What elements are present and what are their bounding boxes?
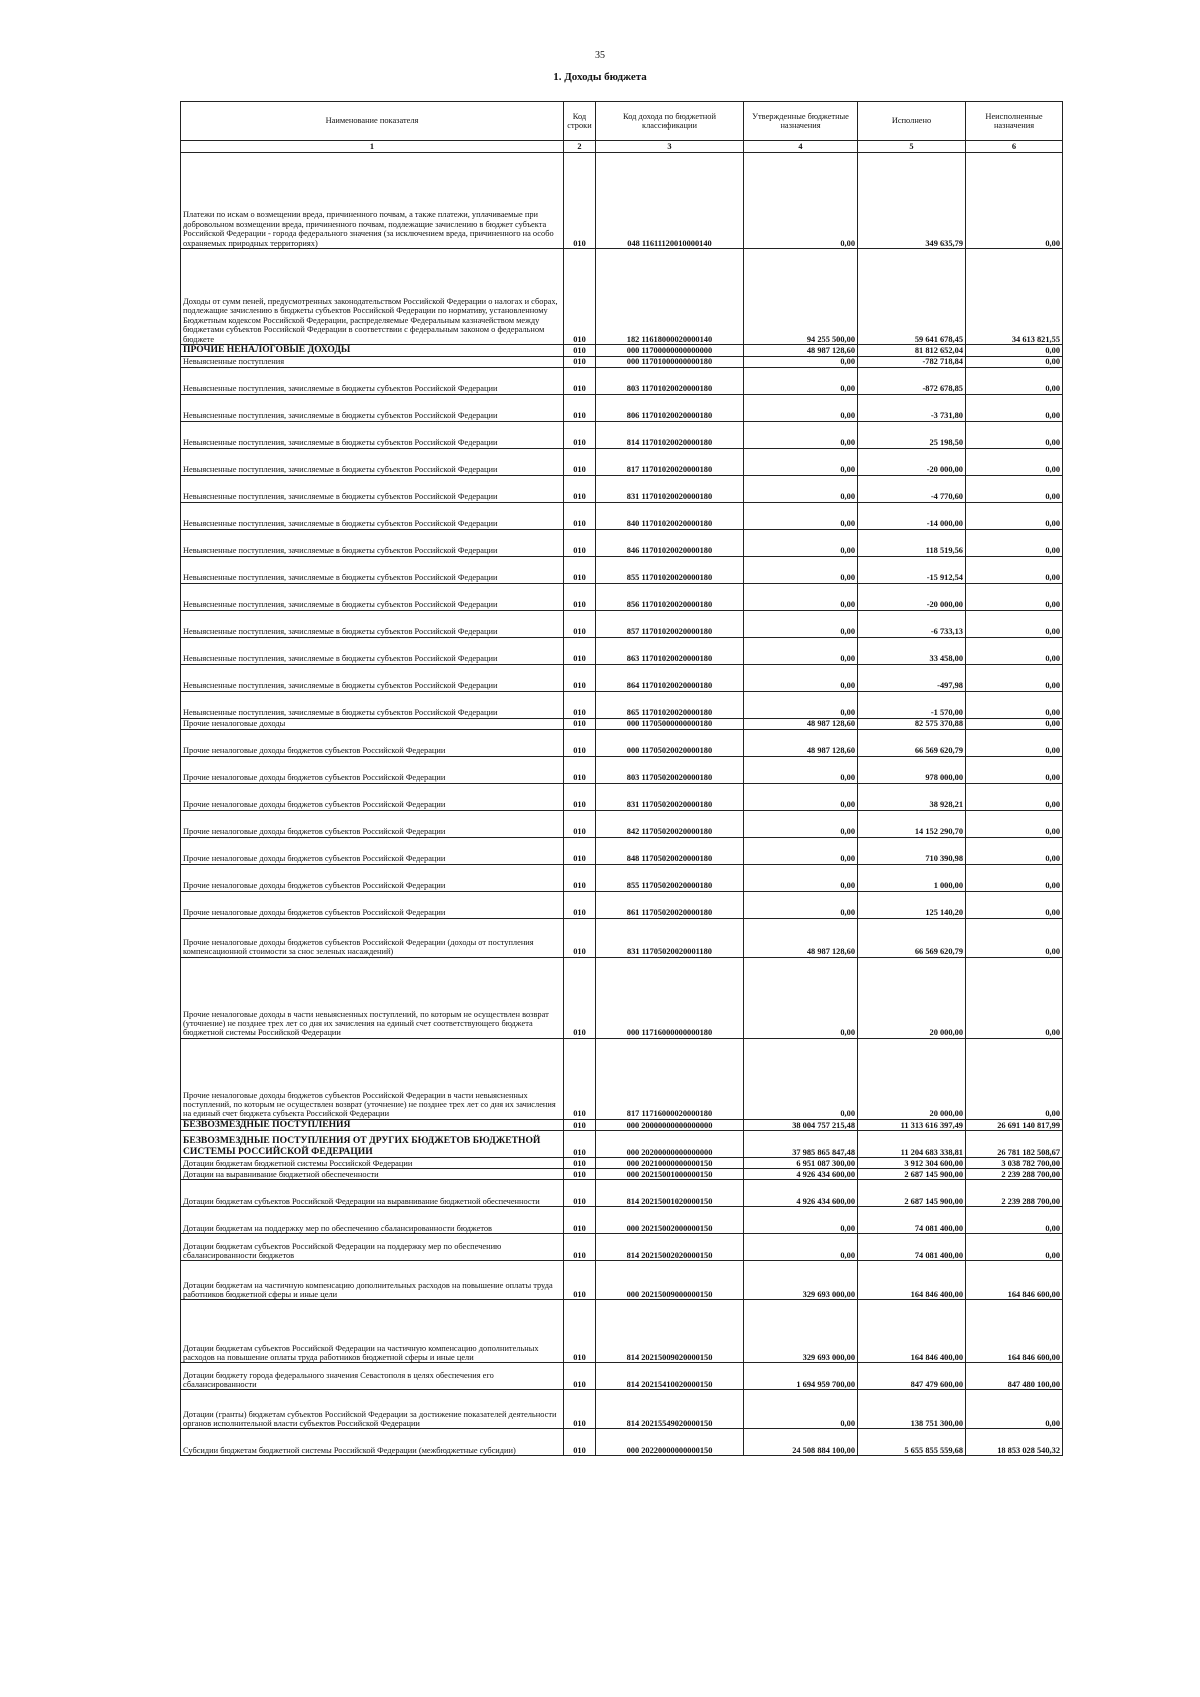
row-executed: 978 000,00: [858, 756, 966, 783]
row-executed: 66 569 620,79: [858, 918, 966, 957]
row-line-code: 010: [564, 918, 596, 957]
row-name: Дотации на выравнивание бюджетной обеспеченности: [181, 1169, 564, 1180]
header-row: [181, 102, 1063, 141]
header-executed: Исполнено: [858, 102, 966, 141]
row-executed: 25 198,50: [858, 421, 966, 448]
row-unexecuted: 0,00: [966, 810, 1063, 837]
table-row: [181, 718, 1063, 729]
row-executed: -14 000,00: [858, 502, 966, 529]
table-row: [181, 729, 1063, 756]
row-executed: -20 000,00: [858, 583, 966, 610]
row-approved: 0,00: [744, 502, 858, 529]
row-name: Прочие неналоговые доходы бюджетов субъектов Российской Федерации: [181, 810, 564, 837]
row-executed: 164 846 400,00: [858, 1261, 966, 1300]
row-name: Невыясненные поступления, зачисляемые в бюджеты субъектов Российской Федерации: [181, 367, 564, 394]
row-unexecuted: 0,00: [966, 756, 1063, 783]
row-line-code: 010: [564, 345, 596, 357]
row-approved: 0,00: [744, 891, 858, 918]
row-income-code: 831 11705020020000180: [596, 783, 744, 810]
row-income-code: 803 11701020020000180: [596, 367, 744, 394]
row-line-code: 010: [564, 1234, 596, 1261]
row-unexecuted: 164 846 600,00: [966, 1261, 1063, 1300]
row-income-code: 831 11705020020001180: [596, 918, 744, 957]
row-executed: 349 635,79: [858, 153, 966, 249]
table-row: [181, 583, 1063, 610]
row-line-code: 010: [564, 1180, 596, 1207]
row-income-code: 000 20210000000000150: [596, 1158, 744, 1169]
row-income-code: 000 11700000000000000: [596, 345, 744, 357]
row-income-code: 814 20215002020000150: [596, 1234, 744, 1261]
row-executed: 59 641 678,45: [858, 249, 966, 345]
row-name: Невыясненные поступления, зачисляемые в бюджеты субъектов Российской Федерации: [181, 664, 564, 691]
row-executed: 74 081 400,00: [858, 1207, 966, 1234]
row-approved: 0,00: [744, 556, 858, 583]
row-executed: 5 655 855 559,68: [858, 1429, 966, 1456]
table-row: [181, 864, 1063, 891]
row-income-code: 048 11611120010000140: [596, 153, 744, 249]
row-income-code: 000 11705000000000180: [596, 718, 744, 729]
row-unexecuted: 0,00: [966, 918, 1063, 957]
row-income-code: 000 20215001000000150: [596, 1169, 744, 1180]
row-approved: 0,00: [744, 1234, 858, 1261]
row-name: Прочие неналоговые доходы в части невыясненных поступлений, по которым не осуществлен возврат (уточнение) не позднее трех лет со дня их зачисления на единый счет соответствующего бюджета бюджетной системы Российской Федерации: [181, 957, 564, 1038]
row-approved: 48 987 128,60: [744, 729, 858, 756]
row-approved: 48 987 128,60: [744, 918, 858, 957]
row-line-code: 010: [564, 837, 596, 864]
table-row: [181, 691, 1063, 718]
row-unexecuted: 0,00: [966, 153, 1063, 249]
row-executed: 118 519,56: [858, 529, 966, 556]
row-name: БЕЗВОЗМЕЗДНЫЕ ПОСТУПЛЕНИЯ ОТ ДРУГИХ БЮДЖЕТОВ БЮДЖЕТНОЙ СИСТЕМЫ РОССИЙСКОЙ ФЕДЕРАЦИИ: [181, 1131, 564, 1158]
row-executed: -15 912,54: [858, 556, 966, 583]
row-executed: -782 718,84: [858, 356, 966, 367]
row-approved: 0,00: [744, 475, 858, 502]
row-executed: 3 912 304 600,00: [858, 1158, 966, 1169]
table-row: [181, 1390, 1063, 1429]
income-table: [180, 101, 1063, 1456]
row-approved: 0,00: [744, 153, 858, 249]
row-line-code: 010: [564, 529, 596, 556]
row-approved: 0,00: [744, 664, 858, 691]
table-row: [181, 783, 1063, 810]
table-row: [181, 345, 1063, 357]
row-approved: 0,00: [744, 864, 858, 891]
row-income-code: 848 11705020020000180: [596, 837, 744, 864]
row-line-code: 010: [564, 756, 596, 783]
row-executed: 20 000,00: [858, 1038, 966, 1119]
row-executed: 81 812 652,04: [858, 345, 966, 357]
row-income-code: 000 20200000000000000: [596, 1131, 744, 1158]
row-approved: 0,00: [744, 756, 858, 783]
row-income-code: 863 11701020020000180: [596, 637, 744, 664]
row-name: Дотации бюджетам на частичную компенсацию дополнительных расходов на повышение оплаты труда работников бюджетной сферы и иные цели: [181, 1261, 564, 1300]
row-line-code: 010: [564, 1429, 596, 1456]
row-line-code: 010: [564, 891, 596, 918]
row-name: Прочие неналоговые доходы бюджетов субъектов Российской Федерации: [181, 837, 564, 864]
row-income-code: 856 11701020020000180: [596, 583, 744, 610]
row-income-code: 000 20215009000000150: [596, 1261, 744, 1300]
row-line-code: 010: [564, 394, 596, 421]
table-row: [181, 1429, 1063, 1456]
table-row: [181, 1363, 1063, 1390]
row-approved: 38 004 757 215,48: [744, 1119, 858, 1131]
row-name: Невыясненные поступления, зачисляемые в бюджеты субъектов Российской Федерации: [181, 637, 564, 664]
row-income-code: 865 11701020020000180: [596, 691, 744, 718]
row-line-code: 010: [564, 957, 596, 1038]
row-line-code: 010: [564, 664, 596, 691]
row-unexecuted: 0,00: [966, 637, 1063, 664]
row-unexecuted: 0,00: [966, 448, 1063, 475]
table-row: [181, 957, 1063, 1038]
row-line-code: 010: [564, 1300, 596, 1363]
row-name: Невыясненные поступления: [181, 356, 564, 367]
row-line-code: 010: [564, 475, 596, 502]
row-line-code: 010: [564, 1158, 596, 1169]
row-executed: 38 928,21: [858, 783, 966, 810]
row-executed: 138 751 300,00: [858, 1390, 966, 1429]
row-executed: -872 678,85: [858, 367, 966, 394]
row-approved: 329 693 000,00: [744, 1261, 858, 1300]
row-unexecuted: 0,00: [966, 583, 1063, 610]
row-line-code: 010: [564, 718, 596, 729]
table-row: [181, 637, 1063, 664]
table-row: [181, 918, 1063, 957]
table-row: [181, 153, 1063, 249]
row-name: Прочие неналоговые доходы бюджетов субъектов Российской Федерации (доходы от поступления компенсационной стоимости за снос зеленых насаждений): [181, 918, 564, 957]
row-income-code: 814 20215410020000150: [596, 1363, 744, 1390]
row-name: Невыясненные поступления, зачисляемые в бюджеты субъектов Российской Федерации: [181, 475, 564, 502]
table-row: [181, 394, 1063, 421]
row-name: Прочие неналоговые доходы бюджетов субъектов Российской Федерации: [181, 783, 564, 810]
row-income-code: 814 20215001020000150: [596, 1180, 744, 1207]
row-unexecuted: 26 781 182 508,67: [966, 1131, 1063, 1158]
row-name: Невыясненные поступления, зачисляемые в бюджеты субъектов Российской Федерации: [181, 691, 564, 718]
row-unexecuted: 164 846 600,00: [966, 1300, 1063, 1363]
header-approved: Утвержденные бюджетные назначения: [744, 102, 858, 141]
table-row: [181, 448, 1063, 475]
row-executed: -497,98: [858, 664, 966, 691]
row-unexecuted: 0,00: [966, 421, 1063, 448]
table-row: [181, 1180, 1063, 1207]
row-income-code: 855 11701020020000180: [596, 556, 744, 583]
table-row: [181, 367, 1063, 394]
row-approved: 37 985 865 847,48: [744, 1131, 858, 1158]
row-unexecuted: 0,00: [966, 783, 1063, 810]
page-number: 35: [595, 50, 605, 61]
row-name: Прочие неналоговые доходы бюджетов субъектов Российской Федерации: [181, 756, 564, 783]
row-income-code: 817 11716000020000180: [596, 1038, 744, 1119]
row-executed: 164 846 400,00: [858, 1300, 966, 1363]
row-income-code: 817 11701020020000180: [596, 448, 744, 475]
table-row: [181, 1261, 1063, 1300]
row-approved: 0,00: [744, 637, 858, 664]
row-income-code: 814 11701020020000180: [596, 421, 744, 448]
row-unexecuted: 0,00: [966, 864, 1063, 891]
row-approved: 0,00: [744, 610, 858, 637]
row-unexecuted: 0,00: [966, 1234, 1063, 1261]
column-number-row: [181, 141, 1063, 153]
row-income-code: 000 20220000000000150: [596, 1429, 744, 1456]
row-line-code: 010: [564, 729, 596, 756]
row-income-code: 803 11705020020000180: [596, 756, 744, 783]
row-line-code: 010: [564, 691, 596, 718]
row-unexecuted: 0,00: [966, 345, 1063, 357]
row-unexecuted: 0,00: [966, 356, 1063, 367]
row-line-code: 010: [564, 864, 596, 891]
row-line-code: 010: [564, 1119, 596, 1131]
row-approved: 0,00: [744, 529, 858, 556]
row-executed: -6 733,13: [858, 610, 966, 637]
row-executed: 66 569 620,79: [858, 729, 966, 756]
row-name: Доходы от сумм пеней, предусмотренных законодательством Российской Федерации о налогах и сборах, подлежащие зачислению в бюджеты субъектов Российской Федерации по нормативу, установленному Бюджетным кодексом Российской Федерации, распределяемые Федеральным казначейством между бюджетами субъектов Российской Федерации в соответствии с федеральным законом о федеральном бюджете: [181, 249, 564, 345]
row-name: Дотации бюджетам субъектов Российской Федерации на выравнивание бюджетной обеспеченности: [181, 1180, 564, 1207]
row-approved: 0,00: [744, 837, 858, 864]
row-income-code: 814 20215549020000150: [596, 1390, 744, 1429]
row-income-code: 000 11705020020000180: [596, 729, 744, 756]
row-unexecuted: 0,00: [966, 394, 1063, 421]
table-row: [181, 421, 1063, 448]
table-row: [181, 529, 1063, 556]
row-approved: 0,00: [744, 367, 858, 394]
row-approved: 329 693 000,00: [744, 1300, 858, 1363]
row-income-code: 857 11701020020000180: [596, 610, 744, 637]
row-approved: 0,00: [744, 1390, 858, 1429]
header-unexecuted: Неисполненные назначения: [966, 102, 1063, 141]
row-name: Невыясненные поступления, зачисляемые в бюджеты субъектов Российской Федерации: [181, 421, 564, 448]
row-income-code: 000 11716000000000180: [596, 957, 744, 1038]
table-row: [181, 1038, 1063, 1119]
row-line-code: 010: [564, 1261, 596, 1300]
row-line-code: 010: [564, 1131, 596, 1158]
row-unexecuted: 0,00: [966, 891, 1063, 918]
table-row: [181, 1169, 1063, 1180]
row-approved: 1 694 959 700,00: [744, 1363, 858, 1390]
row-approved: 0,00: [744, 421, 858, 448]
row-approved: 48 987 128,60: [744, 345, 858, 357]
row-name: Невыясненные поступления, зачисляемые в бюджеты субъектов Российской Федерации: [181, 556, 564, 583]
row-unexecuted: 2 239 288 700,00: [966, 1169, 1063, 1180]
row-line-code: 010: [564, 556, 596, 583]
column-number: 2: [564, 141, 596, 153]
row-income-code: 861 11705020020000180: [596, 891, 744, 918]
row-name: Невыясненные поступления, зачисляемые в бюджеты субъектов Российской Федерации: [181, 394, 564, 421]
row-executed: 82 575 370,88: [858, 718, 966, 729]
row-name: Прочие неналоговые доходы бюджетов субъектов Российской Федерации в части невыясненных поступлений, по которым не осуществлен возврат (уточнение) не позднее трех лет со дня их зачисления на единый счет бюджета субъекта Российской Федерации: [181, 1038, 564, 1119]
row-unexecuted: 26 691 140 817,99: [966, 1119, 1063, 1131]
row-income-code: 846 11701020020000180: [596, 529, 744, 556]
row-name: Дотации бюджетам на поддержку мер по обеспечению сбалансированности бюджетов: [181, 1207, 564, 1234]
row-name: Прочие неналоговые доходы бюджетов субъектов Российской Федерации: [181, 729, 564, 756]
row-unexecuted: 0,00: [966, 664, 1063, 691]
row-executed: 847 479 600,00: [858, 1363, 966, 1390]
header-line-code: Код строки: [564, 102, 596, 141]
row-income-code: 806 11701020020000180: [596, 394, 744, 421]
table-row: [181, 1131, 1063, 1158]
column-number: 5: [858, 141, 966, 153]
row-income-code: 855 11705020020000180: [596, 864, 744, 891]
row-unexecuted: 0,00: [966, 610, 1063, 637]
row-unexecuted: 0,00: [966, 367, 1063, 394]
row-approved: 24 508 884 100,00: [744, 1429, 858, 1456]
header-income-code: Код дохода по бюджетной классификации: [596, 102, 744, 141]
row-income-code: 000 20000000000000000: [596, 1119, 744, 1131]
row-unexecuted: 0,00: [966, 1207, 1063, 1234]
row-unexecuted: 2 239 288 700,00: [966, 1180, 1063, 1207]
row-approved: 0,00: [744, 356, 858, 367]
row-line-code: 010: [564, 637, 596, 664]
row-unexecuted: 34 613 821,55: [966, 249, 1063, 345]
row-name: БЕЗВОЗМЕЗДНЫЕ ПОСТУПЛЕНИЯ: [181, 1119, 564, 1131]
row-line-code: 010: [564, 421, 596, 448]
row-approved: 4 926 434 600,00: [744, 1169, 858, 1180]
row-line-code: 010: [564, 783, 596, 810]
row-approved: 0,00: [744, 394, 858, 421]
row-approved: 0,00: [744, 1038, 858, 1119]
row-line-code: 010: [564, 502, 596, 529]
table-row: [181, 837, 1063, 864]
row-line-code: 010: [564, 1207, 596, 1234]
row-line-code: 010: [564, 356, 596, 367]
row-line-code: 010: [564, 1390, 596, 1429]
table-row: [181, 891, 1063, 918]
row-approved: 0,00: [744, 957, 858, 1038]
row-line-code: 010: [564, 249, 596, 345]
table-row: [181, 556, 1063, 583]
row-line-code: 010: [564, 583, 596, 610]
row-unexecuted: 0,00: [966, 556, 1063, 583]
row-unexecuted: 0,00: [966, 529, 1063, 556]
table-row: [181, 1234, 1063, 1261]
row-line-code: 010: [564, 1363, 596, 1390]
row-unexecuted: 0,00: [966, 729, 1063, 756]
table-row: [181, 1300, 1063, 1363]
row-unexecuted: 0,00: [966, 957, 1063, 1038]
row-approved: 94 255 500,00: [744, 249, 858, 345]
table-row: [181, 502, 1063, 529]
row-name: Дотации бюджету города федерального значения Севастополя в целях обеспечения его сбалансированности: [181, 1363, 564, 1390]
row-income-code: 864 11701020020000180: [596, 664, 744, 691]
row-approved: 0,00: [744, 691, 858, 718]
table-row: [181, 249, 1063, 345]
row-name: Субсидии бюджетам бюджетной системы Российской Федерации (межбюджетные субсидии): [181, 1429, 564, 1456]
row-executed: -4 770,60: [858, 475, 966, 502]
row-line-code: 010: [564, 153, 596, 249]
row-executed: 20 000,00: [858, 957, 966, 1038]
row-executed: 1 000,00: [858, 864, 966, 891]
column-number: 4: [744, 141, 858, 153]
section-title: 1. Доходы бюджета: [553, 71, 647, 83]
row-unexecuted: 3 038 782 700,00: [966, 1158, 1063, 1169]
row-income-code: 000 11701000000000180: [596, 356, 744, 367]
table-row: [181, 810, 1063, 837]
row-unexecuted: 18 853 028 540,32: [966, 1429, 1063, 1456]
table-row: [181, 1158, 1063, 1169]
row-executed: 125 140,20: [858, 891, 966, 918]
column-number: 6: [966, 141, 1063, 153]
table-row: [181, 664, 1063, 691]
table-row: [181, 1207, 1063, 1234]
row-approved: 4 926 434 600,00: [744, 1180, 858, 1207]
row-name: Дотации бюджетам субъектов Российской Федерации на частичную компенсацию дополнительных расходов на повышение оплаты труда работников бюджетной сферы и иные цели: [181, 1300, 564, 1363]
row-executed: 14 152 290,70: [858, 810, 966, 837]
row-unexecuted: 0,00: [966, 718, 1063, 729]
row-executed: 33 458,00: [858, 637, 966, 664]
row-income-code: 842 11705020020000180: [596, 810, 744, 837]
row-name: Невыясненные поступления, зачисляемые в бюджеты субъектов Российской Федерации: [181, 448, 564, 475]
row-unexecuted: 0,00: [966, 1038, 1063, 1119]
row-unexecuted: 0,00: [966, 837, 1063, 864]
row-executed: 74 081 400,00: [858, 1234, 966, 1261]
row-name: Платежи по искам о возмещении вреда, причиненного почвам, а также платежи, уплачиваемые при добровольном возмещении вреда, причиненного почвам, подлежащие зачислению в бюджет субъекта Российской Федерации - города федерального значения (за исключением вреда, причиненного на особо охраняемых природных территориях): [181, 153, 564, 249]
row-line-code: 010: [564, 810, 596, 837]
row-line-code: 010: [564, 1169, 596, 1180]
row-executed: 2 687 145 900,00: [858, 1169, 966, 1180]
table-row: [181, 756, 1063, 783]
row-executed: 11 204 683 338,81: [858, 1131, 966, 1158]
row-approved: 6 951 087 300,00: [744, 1158, 858, 1169]
row-name: Невыясненные поступления, зачисляемые в бюджеты субъектов Российской Федерации: [181, 610, 564, 637]
row-executed: -1 570,00: [858, 691, 966, 718]
row-unexecuted: 847 480 100,00: [966, 1363, 1063, 1390]
row-executed: 710 390,98: [858, 837, 966, 864]
row-name: Прочие неналоговые доходы: [181, 718, 564, 729]
row-approved: 0,00: [744, 783, 858, 810]
row-approved: 0,00: [744, 583, 858, 610]
row-name: ПРОЧИЕ НЕНАЛОГОВЫЕ ДОХОДЫ: [181, 345, 564, 357]
column-number: 3: [596, 141, 744, 153]
row-executed: 11 313 616 397,49: [858, 1119, 966, 1131]
row-unexecuted: 0,00: [966, 475, 1063, 502]
row-approved: 0,00: [744, 810, 858, 837]
row-income-code: 000 20215002000000150: [596, 1207, 744, 1234]
row-income-code: 182 11618000020000140: [596, 249, 744, 345]
row-executed: -20 000,00: [858, 448, 966, 475]
row-income-code: 840 11701020020000180: [596, 502, 744, 529]
row-approved: 0,00: [744, 1207, 858, 1234]
row-approved: 48 987 128,60: [744, 718, 858, 729]
row-name: Прочие неналоговые доходы бюджетов субъектов Российской Федерации: [181, 891, 564, 918]
row-name: Дотации бюджетам субъектов Российской Федерации на поддержку мер по обеспечению сбалансированности бюджетов: [181, 1234, 564, 1261]
row-unexecuted: 0,00: [966, 691, 1063, 718]
row-executed: -3 731,80: [858, 394, 966, 421]
table-row: [181, 1119, 1063, 1131]
row-approved: 0,00: [744, 448, 858, 475]
table-row: [181, 356, 1063, 367]
row-name: Дотации (гранты) бюджетам субъектов Российской Федерации за достижение показателей деятельности органов исполнительной власти субъектов Российской Федерации: [181, 1390, 564, 1429]
row-income-code: 814 20215009020000150: [596, 1300, 744, 1363]
table-row: [181, 610, 1063, 637]
row-line-code: 010: [564, 448, 596, 475]
row-unexecuted: 0,00: [966, 1390, 1063, 1429]
row-line-code: 010: [564, 367, 596, 394]
row-line-code: 010: [564, 1038, 596, 1119]
header-name: Наименование показателя: [181, 102, 564, 141]
row-income-code: 831 11701020020000180: [596, 475, 744, 502]
row-name: Невыясненные поступления, зачисляемые в бюджеты субъектов Российской Федерации: [181, 583, 564, 610]
row-name: Прочие неналоговые доходы бюджетов субъектов Российской Федерации: [181, 864, 564, 891]
row-line-code: 010: [564, 610, 596, 637]
row-name: Дотации бюджетам бюджетной системы Российской Федерации: [181, 1158, 564, 1169]
row-unexecuted: 0,00: [966, 502, 1063, 529]
row-name: Невыясненные поступления, зачисляемые в бюджеты субъектов Российской Федерации: [181, 502, 564, 529]
row-name: Невыясненные поступления, зачисляемые в бюджеты субъектов Российской Федерации: [181, 529, 564, 556]
column-number: 1: [181, 141, 564, 153]
row-executed: 2 687 145 900,00: [858, 1180, 966, 1207]
table-row: [181, 475, 1063, 502]
